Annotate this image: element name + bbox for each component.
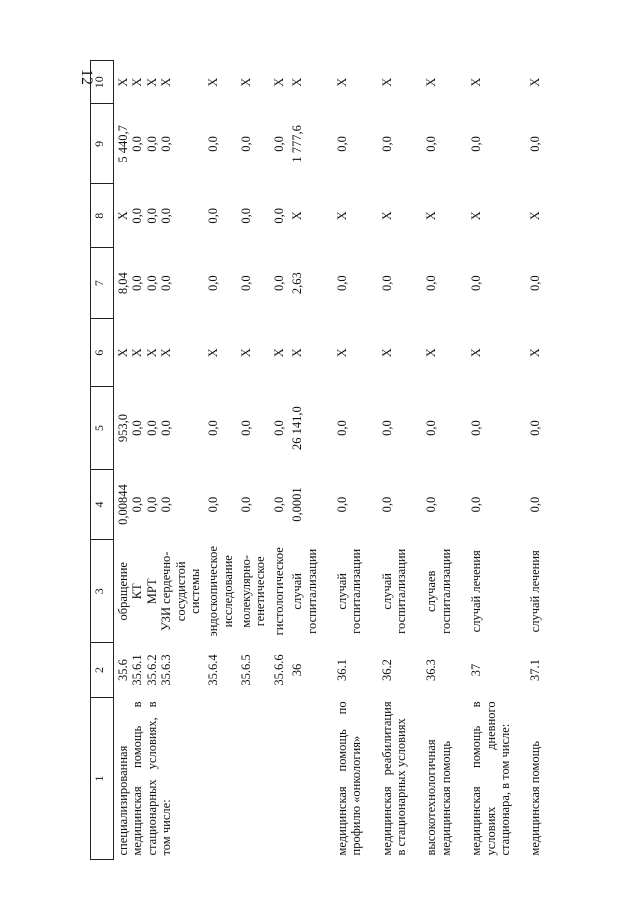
cell-c4	[237, 469, 270, 540]
cell-value: X	[116, 348, 130, 358]
cell-value: 0,0	[206, 275, 221, 291]
cell-value: X	[206, 77, 221, 87]
cell-value: X	[334, 211, 349, 221]
cell-c5	[514, 387, 544, 469]
cell-c5	[114, 387, 205, 469]
cell-c6	[410, 319, 455, 387]
table-row	[455, 61, 514, 860]
cell-value: 0,0	[206, 420, 221, 436]
row-label: медицинская помощь по профилю «онкология»	[334, 701, 364, 856]
table-row	[114, 61, 205, 860]
cell-value: X	[379, 77, 394, 87]
cell-value: 1 777,6	[290, 125, 305, 163]
column-header-1: 1	[91, 697, 114, 859]
cell-c4	[514, 469, 544, 540]
cell-c9	[114, 104, 205, 184]
cell-c7	[237, 248, 270, 319]
cell-c4	[455, 469, 514, 540]
cell-value: X	[130, 348, 145, 358]
cell-value: X	[469, 348, 484, 358]
cell-value: 0,0	[144, 420, 159, 436]
cell-value: случай госпитализации	[334, 548, 364, 634]
table-row	[270, 61, 288, 860]
cell-c9	[204, 104, 237, 184]
row-label: медицинская помощь в условиях дневного стационара, в том числе:	[469, 701, 512, 856]
cell-value: X	[159, 77, 174, 87]
cell-c7	[204, 248, 237, 319]
cell-c3	[321, 540, 366, 643]
cell-c2	[204, 643, 237, 698]
cell-value: X	[469, 211, 484, 221]
column-header-2: 2	[91, 643, 114, 698]
cell-value: X	[130, 77, 145, 87]
cell-c8	[237, 184, 270, 248]
column-header-10: 10	[91, 61, 114, 104]
column-header-4: 4	[91, 469, 114, 540]
row-label: медицинская помощь	[528, 741, 543, 856]
cell-value: 36.1	[334, 659, 349, 681]
table-row	[321, 61, 366, 860]
column-header-3: 3	[91, 540, 114, 643]
column-header-7: 7	[91, 248, 114, 319]
cell-value: 26 141,0	[290, 406, 305, 450]
table-row	[237, 61, 270, 860]
cell-value: 36.2	[379, 659, 394, 681]
cell-value: X	[144, 77, 159, 87]
cell-value: 0,0	[130, 496, 145, 513]
cell-c10	[455, 61, 514, 104]
cell-c8	[114, 184, 205, 248]
cell-value: обращение	[116, 562, 130, 621]
cell-value: 0,0	[159, 275, 174, 291]
cell-c4	[288, 469, 321, 540]
cell-value: случай лечения	[528, 550, 543, 633]
cell-value: X	[424, 77, 439, 87]
cell-value: X	[116, 77, 130, 87]
cell-c6	[455, 319, 514, 387]
cell-c5	[288, 387, 321, 469]
cell-value: 0,0	[239, 420, 253, 436]
cell-value: 0,0	[159, 420, 174, 436]
cell-c2	[410, 643, 455, 698]
cell-value: 0,0	[206, 136, 221, 152]
cell-value: эндоскопическое исследование	[206, 545, 235, 637]
cell-c5	[321, 387, 366, 469]
cell-c10	[204, 61, 237, 104]
cell-c8	[204, 184, 237, 248]
data-table	[90, 60, 545, 860]
cell-c3	[288, 540, 321, 643]
cell-value: 0,0	[159, 136, 174, 152]
cell-value: случай госпитализации	[379, 548, 408, 634]
column-header-6: 6	[91, 319, 114, 387]
row-label: специализированная медицинская помощь в стационарных условиях, в том числе:	[116, 701, 174, 856]
cell-value: X	[144, 348, 159, 358]
cell-value: 0,0001	[290, 487, 305, 522]
cell-c8	[270, 184, 288, 248]
cell-c5	[410, 387, 455, 469]
cell-c6	[114, 319, 205, 387]
cell-c4	[410, 469, 455, 540]
cell-c7	[514, 248, 544, 319]
cell-c4	[114, 469, 205, 540]
cell-c7	[114, 248, 205, 319]
cell-value: МРТ	[144, 578, 159, 605]
cell-value: 35.6.2	[144, 654, 159, 686]
cell-c8	[366, 184, 411, 248]
cell-c10	[410, 61, 455, 104]
cell-value: 0,0	[271, 496, 286, 513]
cell-value: 0,0	[469, 275, 484, 291]
cell-value: 0,0	[271, 207, 286, 224]
cell-c7	[321, 248, 366, 319]
cell-value: 0,0	[130, 420, 145, 436]
cell-c9	[237, 104, 270, 184]
cell-c2	[321, 643, 366, 698]
cell-c9	[366, 104, 411, 184]
row-label: медицинская реабилитация в стационарных условиях	[379, 701, 408, 856]
cell-value: 0,0	[469, 496, 484, 513]
cell-value: 0,0	[528, 275, 543, 291]
cell-value: X	[239, 348, 253, 358]
cell-value: 0,0	[206, 207, 221, 224]
cell-c6	[237, 319, 270, 387]
cell-value: 0,0	[528, 496, 543, 513]
cell-value: 0,0	[130, 136, 145, 152]
rotated-page	[90, 60, 639, 860]
cell-value: гистологическое	[271, 547, 286, 636]
cell-c10	[514, 61, 544, 104]
cell-c3	[270, 540, 288, 643]
cell-value: X	[424, 211, 439, 221]
table-row	[514, 61, 544, 860]
cell-c2	[514, 643, 544, 698]
cell-value: 0,0	[528, 420, 543, 436]
cell-value: 36	[290, 663, 305, 677]
cell-value: 0,0	[239, 275, 253, 291]
cell-value: 0,0	[424, 275, 439, 291]
cell-value: УЗИ сердечно-сосудистой системы	[159, 551, 202, 631]
table-row	[204, 61, 237, 860]
cell-value: X	[290, 77, 305, 87]
cell-c9	[288, 104, 321, 184]
cell-value: X	[379, 348, 394, 358]
cell-value: X	[206, 348, 221, 358]
cell-c6	[288, 319, 321, 387]
cell-value: X	[379, 211, 394, 221]
cell-c3	[514, 540, 544, 643]
cell-value: X	[159, 348, 174, 358]
cell-value: 5 440,7	[116, 125, 130, 163]
cell-c8	[288, 184, 321, 248]
cell-value: X	[116, 211, 130, 221]
cell-value: 0,0	[239, 136, 253, 152]
cell-c9	[410, 104, 455, 184]
cell-c7	[455, 248, 514, 319]
cell-value: X	[424, 348, 439, 358]
cell-value: 0,0	[334, 136, 349, 152]
cell-c2	[237, 643, 270, 698]
cell-value: 0,00844	[116, 484, 130, 525]
cell-c5	[237, 387, 270, 469]
row-label: высокотехнологичная медицинская помощь	[424, 739, 453, 856]
cell-value: 0,0	[424, 496, 439, 513]
cell-c7	[270, 248, 288, 319]
cell-value: 35.6.1	[130, 654, 145, 686]
cell-c8	[410, 184, 455, 248]
cell-value: 37.1	[528, 659, 543, 681]
cell-value: 35.6.4	[206, 654, 221, 686]
cell-value: 35.6	[116, 659, 130, 681]
cell-value: 0,0	[334, 496, 349, 513]
cell-value: молекулярно-генетическое	[239, 554, 268, 628]
cell-c10	[366, 61, 411, 104]
cell-value: 2,63	[290, 272, 305, 295]
cell-c4	[366, 469, 411, 540]
cell-c5	[366, 387, 411, 469]
cell-value: 0,0	[424, 136, 439, 152]
cell-c5	[270, 387, 288, 469]
cell-c10	[288, 61, 321, 104]
cell-c4	[270, 469, 288, 540]
cell-value: 0,0	[130, 207, 145, 224]
cell-c6	[270, 319, 288, 387]
cell-value: случай лечения	[469, 550, 484, 633]
cell-c8	[455, 184, 514, 248]
cell-value: 0,0	[271, 136, 286, 152]
cell-c8	[514, 184, 544, 248]
cell-value: 0,0	[159, 207, 174, 224]
cell-c7	[288, 248, 321, 319]
cell-value: 0,0	[334, 420, 349, 436]
cell-value: X	[528, 77, 543, 87]
cell-value: 0,0	[144, 136, 159, 152]
cell-value: 0,0	[239, 207, 253, 224]
cell-c2	[270, 643, 288, 698]
cell-value: 0,0	[271, 275, 286, 291]
cell-value: 0,0	[469, 136, 484, 152]
cell-value: 0,0	[144, 496, 159, 513]
cell-c4	[321, 469, 366, 540]
cell-value: X	[528, 211, 543, 221]
cell-value: X	[469, 77, 484, 87]
cell-value: 0,0	[159, 496, 174, 513]
cell-value: случаев госпитализации	[424, 548, 453, 634]
cell-value: 0,0	[379, 275, 394, 291]
table-header	[91, 61, 114, 860]
cell-c2	[288, 643, 321, 698]
cell-value: 0,0	[379, 496, 394, 513]
cell-value: X	[528, 348, 543, 358]
cell-c3	[204, 540, 237, 643]
cell-value: 0,0	[239, 496, 253, 513]
cell-value: X	[271, 348, 286, 358]
cell-c6	[321, 319, 366, 387]
cell-value: X	[334, 77, 349, 87]
cell-c10	[114, 61, 205, 104]
cell-c9	[514, 104, 544, 184]
cell-c7	[410, 248, 455, 319]
cell-c6	[514, 319, 544, 387]
cell-value: 8,04	[116, 272, 130, 295]
cell-c5	[455, 387, 514, 469]
cell-c6	[366, 319, 411, 387]
cell-value: 35.6.5	[239, 654, 253, 686]
cell-c3	[114, 540, 205, 643]
cell-value: 36.3	[424, 659, 439, 681]
cell-c3	[237, 540, 270, 643]
column-header-8: 8	[91, 184, 114, 248]
cell-value: 35.6.3	[159, 654, 174, 686]
cell-c5	[204, 387, 237, 469]
cell-value: 0,0	[334, 275, 349, 291]
cell-c8	[321, 184, 366, 248]
cell-value: 35.6.6	[271, 654, 286, 686]
cell-c3	[455, 540, 514, 643]
cell-value: 0,0	[130, 275, 145, 291]
cell-value: 0,0	[379, 136, 394, 152]
cell-value: 0,0	[206, 496, 221, 513]
cell-value: 0,0	[424, 420, 439, 436]
cell-value: 0,0	[144, 275, 159, 291]
cell-c9	[321, 104, 366, 184]
cell-c3	[366, 540, 411, 643]
cell-value: случай госпитализации	[290, 548, 319, 634]
column-header-5: 5	[91, 387, 114, 469]
table-row	[410, 61, 455, 860]
table-row	[366, 61, 411, 860]
table-body	[114, 61, 545, 860]
cell-value: 0,0	[469, 420, 484, 436]
column-header-9: 9	[91, 104, 114, 184]
cell-value: X	[239, 77, 253, 87]
cell-value: 953,0	[116, 414, 130, 443]
cell-value: X	[271, 77, 286, 87]
cell-value: X	[290, 348, 305, 358]
cell-value: 0,0	[528, 136, 543, 152]
cell-c4	[204, 469, 237, 540]
cell-value: 0,0	[379, 420, 394, 436]
cell-c10	[237, 61, 270, 104]
cell-c2	[455, 643, 514, 698]
cell-value: 0,0	[271, 420, 286, 436]
cell-c3	[410, 540, 455, 643]
cell-value: X	[334, 348, 349, 358]
cell-value: 37	[469, 663, 484, 677]
cell-c2	[366, 643, 411, 698]
cell-value: КТ	[130, 583, 145, 600]
cell-value: X	[290, 211, 305, 221]
cell-c9	[270, 104, 288, 184]
cell-c10	[321, 61, 366, 104]
cell-c10	[270, 61, 288, 104]
table-row	[288, 61, 321, 860]
cell-c7	[366, 248, 411, 319]
cell-c2	[114, 643, 205, 698]
cell-c9	[455, 104, 514, 184]
page-number: 12	[78, 69, 95, 85]
cell-value: 0,0	[144, 207, 159, 224]
cell-c6	[204, 319, 237, 387]
